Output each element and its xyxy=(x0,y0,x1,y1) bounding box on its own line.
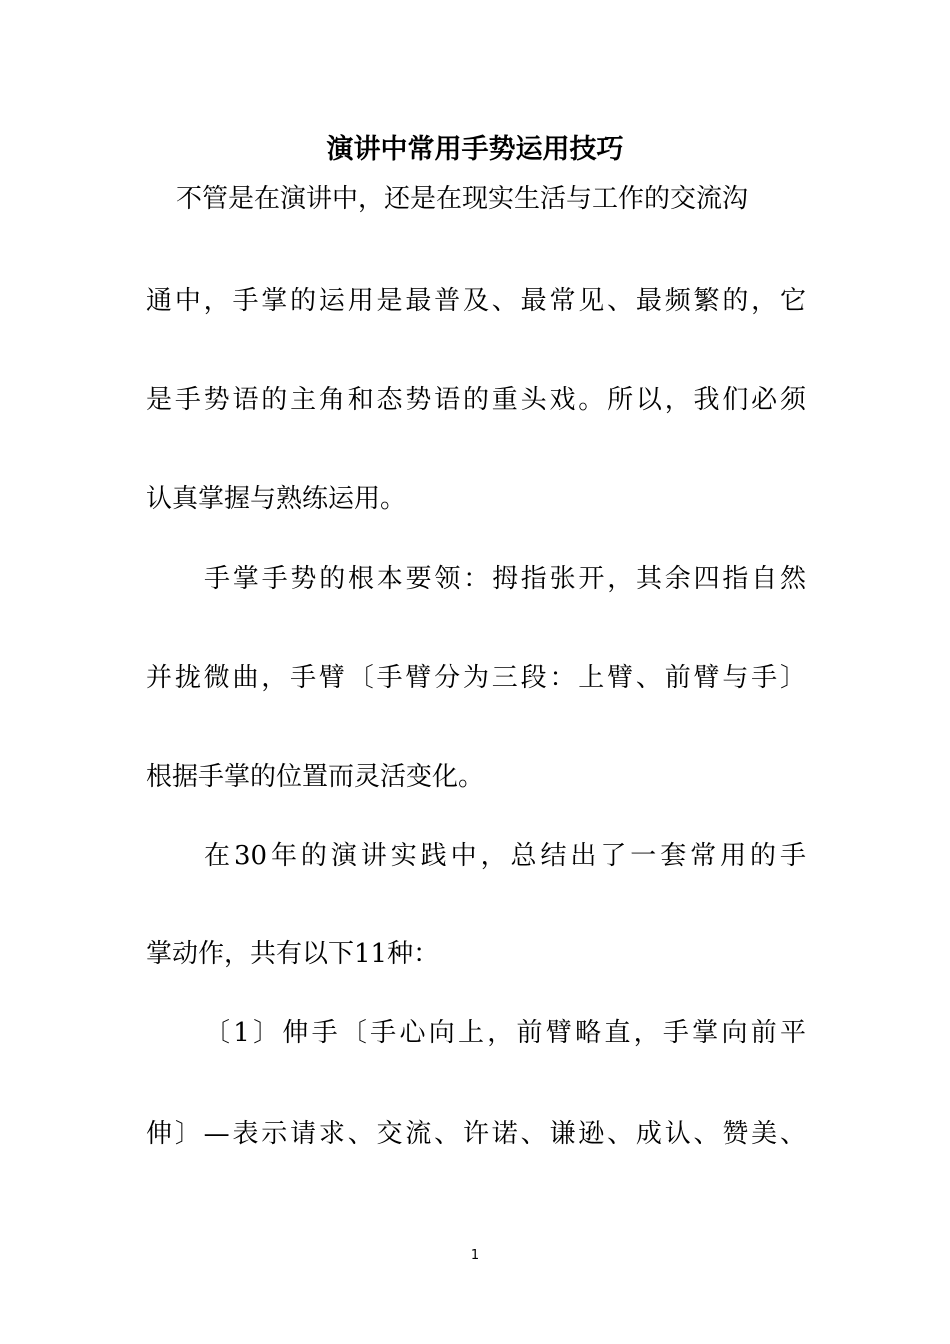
page-number: 1 xyxy=(470,1248,480,1263)
body-line-9: 掌动作，共有以下11种： xyxy=(146,939,440,969)
body-line-10: 〔1〕伸手〔手心向上，前臂略直，手掌向前平 xyxy=(204,1018,806,1048)
body-line-7: 根据手掌的位置而灵活变化。 xyxy=(146,762,485,792)
document-title: 演讲中常用手势运用技巧 xyxy=(326,134,624,165)
body-line-4: 认真掌握与熟练运用。 xyxy=(146,484,407,514)
body-line-8: 在30年的演讲实践中，总结出了一套常用的手 xyxy=(204,841,806,871)
body-line-2: 通中，手掌的运用是最普及、最常见、最频繁的，它 xyxy=(146,286,806,316)
body-line-1: 不管是在演讲中，还是在现实生活与工作的交流沟 xyxy=(176,184,749,214)
body-line-11: 伸〕—表示请求、交流、许诺、谦逊、成认、赞美、 xyxy=(146,1119,806,1149)
body-line-3: 是手势语的主角和态势语的重头戏。所以，我们必须 xyxy=(146,385,806,415)
body-line-6: 并拢微曲，手臂〔手臂分为三段：上臂、前臂与手〕 xyxy=(146,663,806,693)
body-line-5: 手掌手势的根本要领：拇指张开，其余四指自然 xyxy=(204,564,806,594)
